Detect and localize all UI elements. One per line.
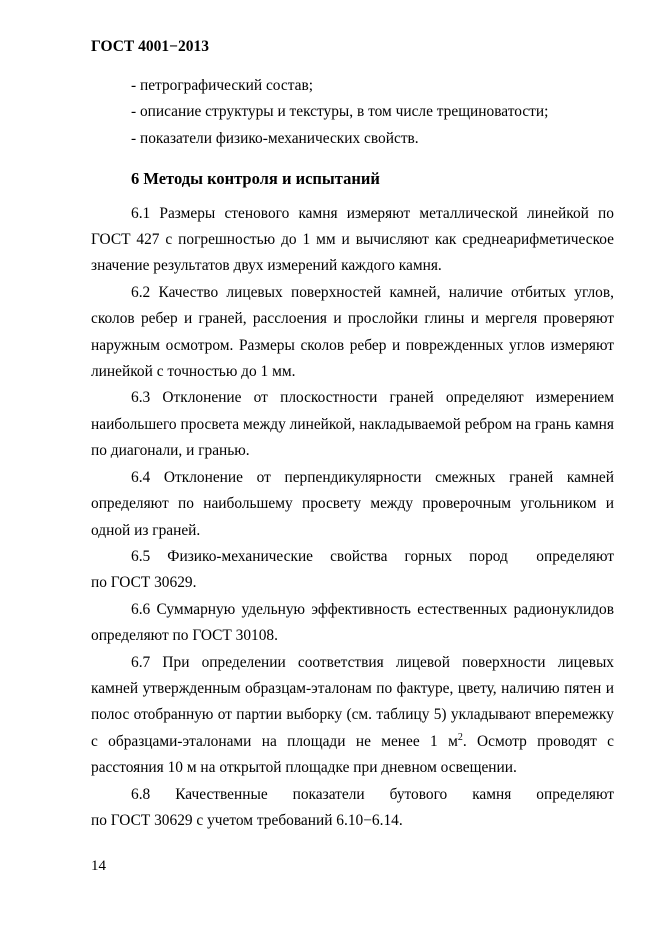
paragraph-6-4: 6.4 Отклонение от перпендикулярности смежных граней камней определяют по наибольшему просвету между проверочным угольником и одной из граней. [91,468,614,539]
document-body [91,73,614,834]
document-code-header: ГОСТ 4001−2013 [91,38,209,55]
paragraph-6-2: 6.2 Качество лицевых поверхностей камней, наличие отбитых углов, сколов ребер и граней, расслоения и прослойки глины и мергеля проверяют наружным осмотром. Размеры сколов ребер и поврежденных углов измеряют линейкой с точностью до 1 мм. [91,283,614,381]
list-item: - петрографический состав; [131,77,314,94]
list-item: - описание структуры и текстуры, в том числе трещиноватости; [131,103,549,121]
paragraph-6-7 [91,650,614,782]
paragraph-6-8-line-1: 6.8 Качественные показатели бутового камня определяют [131,785,614,803]
list-item: - показатели физико-механических свойств. [131,129,419,147]
paragraph-6-3: 6.3 Отклонение от плоскостности граней определяют измерением наибольшего просвета между линейкой, накладываемой ребром на грань камня по диагонали, и гранью. [91,389,614,460]
paragraph-6-5-line-1: 6.5 Физико-механические свойства горных пород определяют [131,547,614,565]
paragraph-6-6: 6.6 Суммарную удельную эффективность естественных радионуклидов определяют по ГОСТ 30108. [91,600,614,645]
superscript-2: 2 [457,731,463,743]
paragraph-6-7-text-a: 6.7 При определении соответствия лицевой поверхности лицевых камней утвержденным образцам-эталонам по фактуре, цвету, наличию пятен и полос отобранную от партии выборку (см. таблицу 5) укладывают вперемежку с образцами-эталонами на площади не менее 1 м [91,653,614,750]
paragraph-6-8-line-2: по ГОСТ 30629 с учетом требований 6.10−6.14. [91,811,403,829]
paragraph-6-7-text-b: . Осмотр проводят с расстояния 10 м на открытой площадке при дневном освещении. [91,732,614,777]
section-title: 6 Методы контроля и испытаний [131,169,380,189]
page-number: 14 [91,858,106,874]
paragraph-6-5-line-2: по ГОСТ 30629. [91,574,197,592]
paragraph-6-1: 6.1 Размеры стенового камня измеряют металлической линейкой по ГОСТ 427 с погрешностью до 1 мм и вычисляют как среднеарифметическое значение результатов двух измерений каждого камня. [91,204,614,275]
